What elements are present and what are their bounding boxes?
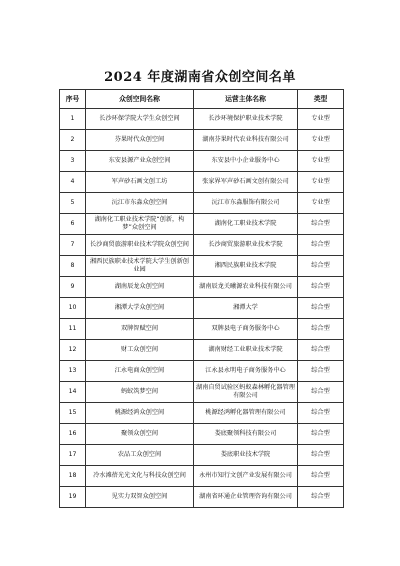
cell-operator-name: 湖南化工职业技术学院 [194,214,298,235]
table-row [60,340,344,361]
cell-index: 7 [60,235,86,256]
cell-type: 综合型 [298,340,344,361]
cell-space-name: 沅江市东淼众创空间 [86,193,194,214]
cell-type: 综合型 [298,466,344,487]
cell-type: 专业型 [298,193,344,214]
cell-index: 3 [60,151,86,172]
cell-operator-name: 湖南辰龙关曦源农业科技有限公司 [194,277,298,298]
cell-operator-name: 湘潭大学 [194,298,298,319]
cell-index: 14 [60,382,86,403]
cell-index: 13 [60,361,86,382]
cell-operator-name: 东安县中小企业服务中心 [194,151,298,172]
cell-index: 12 [60,340,86,361]
cell-type: 综合型 [298,487,344,508]
table-row [60,277,344,298]
cell-type: 综合型 [298,361,344,382]
cell-space-name: 湘潭大学众创空间 [86,298,194,319]
table-row [60,151,344,172]
cell-type: 专业型 [298,172,344,193]
table-row [60,109,344,130]
table-row [60,193,344,214]
header-index: 序号 [60,90,86,109]
cell-index: 19 [60,487,86,508]
cell-space-name: 蚂蚁筑梦空间 [86,382,194,403]
cell-type: 综合型 [298,235,344,256]
cell-operator-name: 湖南自贸试验区蚂蚁森林孵化器管理有限公司 [194,382,298,403]
cell-index: 15 [60,403,86,424]
table-body [60,109,344,508]
cell-operator-name: 湖南省环通企业管理咨询有限公司 [194,487,298,508]
cell-type: 专业型 [298,109,344,130]
cell-operator-name: 桃源经鸿孵化器管理有限公司 [194,403,298,424]
cell-type: 综合型 [298,403,344,424]
cell-space-name: 财工众创空间 [86,340,194,361]
cell-operator-name: 湘西民族职业技术学院 [194,256,298,277]
cell-space-name: 见实力双智众创空间 [86,487,194,508]
cell-index: 16 [60,424,86,445]
cell-operator-name: 长沙环境保护职业技术学院 [194,109,298,130]
table-row [60,298,344,319]
cell-index: 1 [60,109,86,130]
cell-type: 综合型 [298,382,344,403]
page-title: 2024 年度湖南省众创空间名单 [104,70,296,85]
table-row [60,445,344,466]
cell-space-name: 江永电商众创空间 [86,361,194,382]
cell-space-name: 湖南化工职业技术学院“创新，构梦”众创空间 [86,214,194,235]
cell-index: 8 [60,256,86,277]
cell-space-name: 东安县源产业众创空间 [86,151,194,172]
table-row [60,487,344,508]
cell-index: 4 [60,172,86,193]
cell-space-name: 湘西民族职业技术学院大学生创新创业园 [86,256,194,277]
table-row [60,403,344,424]
table-row [60,361,344,382]
cell-space-name: 湖南辰龙众创空间 [86,277,194,298]
cell-type: 综合型 [298,277,344,298]
cell-index: 5 [60,193,86,214]
cell-operator-name: 湖南财经工业职业技术学院 [194,340,298,361]
cell-operator-name: 长沙商贸旅游职业技术学院 [194,235,298,256]
table-header-row [60,90,344,109]
cell-type: 综合型 [298,214,344,235]
table-row [60,172,344,193]
cell-operator-name: 湖南芬果时代农业科技有限公司 [194,130,298,151]
cell-type: 专业型 [298,151,344,172]
table-row [60,466,344,487]
table-row [60,256,344,277]
cell-type: 综合型 [298,298,344,319]
cell-operator-name: 娄底职业技术学院 [194,445,298,466]
cell-type: 专业型 [298,130,344,151]
table-row [60,130,344,151]
cell-operator-name: 娄底聚领科技有限公司 [194,424,298,445]
header-type: 类型 [298,90,344,109]
cell-index: 10 [60,298,86,319]
cell-operator-name: 双牌县电子商务服务中心 [194,319,298,340]
cell-index: 18 [60,466,86,487]
table-row [60,424,344,445]
cell-operator-name: 沅江市东淼服饰有限公司 [194,193,298,214]
header-operator-name: 运营主体名称 [194,90,298,109]
cell-index: 9 [60,277,86,298]
cell-index: 2 [60,130,86,151]
cell-type: 综合型 [298,256,344,277]
cell-space-name: 桃源经鸿众创空间 [86,403,194,424]
table-row [60,382,344,403]
table-row [60,319,344,340]
cell-space-name: 冷水滩蓓光光文化与科技众创空间 [86,466,194,487]
cell-index: 6 [60,214,86,235]
cell-space-name: 长沙商贸旅游职业技术学院众创空间 [86,235,194,256]
cell-space-name: 长沙环保学院大学生众创空间 [86,109,194,130]
table-row [60,214,344,235]
cell-index: 11 [60,319,86,340]
header-space-name: 众创空间名称 [86,90,194,109]
cell-operator-name: 江永县永明电子商务服务中心 [194,361,298,382]
cell-space-name: 军声砂石画文创工坊 [86,172,194,193]
cell-type: 综合型 [298,319,344,340]
space-list-table [59,89,344,508]
cell-index: 17 [60,445,86,466]
cell-type: 综合型 [298,445,344,466]
cell-operator-name: 张家界军声砂石画文创有限公司 [194,172,298,193]
cell-space-name: 聚领众创空间 [86,424,194,445]
cell-space-name: 双牌智赋空间 [86,319,194,340]
cell-space-name: 芬果时代众创空间 [86,130,194,151]
cell-operator-name: 永州市知行文创产业发展有限公司 [194,466,298,487]
cell-space-name: 农品工众创空间 [86,445,194,466]
table-row [60,235,344,256]
cell-type: 综合型 [298,424,344,445]
